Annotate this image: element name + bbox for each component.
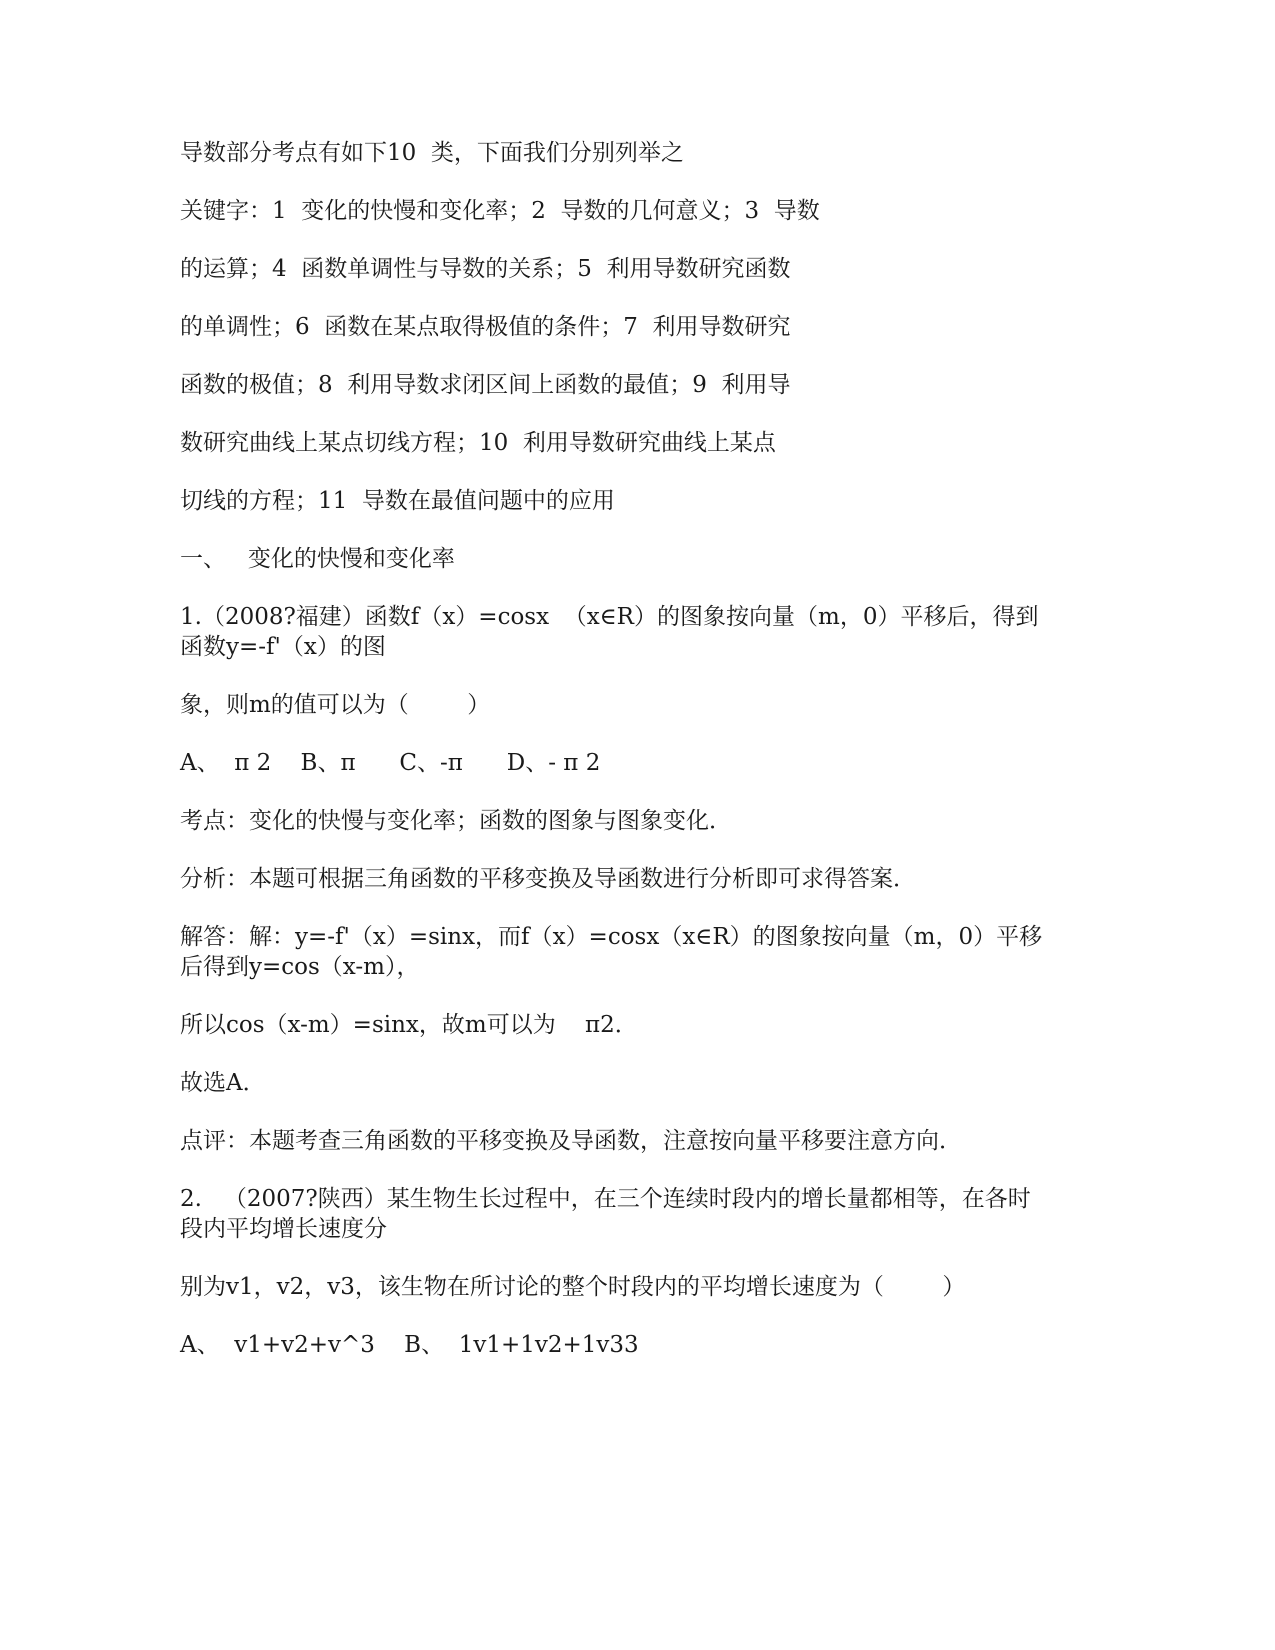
section-heading: 一、 变化的快慢和变化率	[180, 546, 455, 572]
keywords-line-5: 数研究曲线上某点切线方程；10 利用导数研究曲线上某点	[180, 430, 776, 456]
question-1-answer: 故选A．	[180, 1070, 266, 1096]
intro-line: 导数部分考点有如下10 类，下面我们分别列举之	[180, 140, 684, 166]
question-1-stem-cont: 象，则m的值可以为（ ）	[180, 692, 491, 718]
question-1-stem: 1.（2008?福建）函数f（x）=cosx （x∈R）的图象按向量（m，0）平移后，得到函数y=-f'（x）的图	[180, 604, 1039, 660]
question-1-dianping: 点评：本题考查三角函数的平移变换及导函数，注意按向量平移要注意方向．	[180, 1128, 962, 1154]
question-1-jieda-cont: 所以cos（x-m）=sinx，故m可以为 π2．	[180, 1012, 638, 1038]
question-1-options: A、 π 2 B、π C、-π D、- π 2	[180, 750, 601, 776]
question-2-stem: 2. （2007?陕西）某生物生长过程中，在三个连续时段内的增长量都相等，在各时段内平均增长速度分	[180, 1186, 1031, 1242]
keywords-line-3: 的单调性；6 函数在某点取得极值的条件；7 利用导数研究	[180, 314, 791, 340]
question-2-options: A、 v1+v2+v^3 B、 1v1+1v2+1v33	[180, 1332, 639, 1358]
document-body	[180, 138, 1050, 1388]
keywords-line-4: 函数的极值；8 利用导数求闭区间上函数的最值；9 利用导	[180, 372, 791, 398]
question-1-kaodian: 考点：变化的快慢与变化率；函数的图象与图象变化．	[180, 808, 732, 834]
keywords-line-6: 切线的方程；11 导数在最值问题中的应用	[180, 488, 615, 514]
question-1-jieda: 解答：解：y=-f'（x）=sinx，而f（x）=cosx（x∈R）的图象按向量（m，0）平移后得到y=cos（x-m），	[180, 924, 1043, 980]
keywords-line-1: 关键字：1 变化的快慢和变化率；2 导数的几何意义；3 导数	[180, 198, 820, 224]
question-2-stem-cont: 别为v1，v2，v3，该生物在所讨论的整个时段内的平均增长速度为（ ）	[180, 1274, 966, 1300]
question-1-fenxi: 分析：本题可根据三角函数的平移变换及导函数进行分析即可求得答案．	[180, 866, 916, 892]
keywords-line-2: 的运算；4 函数单调性与导数的关系；5 利用导数研究函数	[180, 256, 791, 282]
